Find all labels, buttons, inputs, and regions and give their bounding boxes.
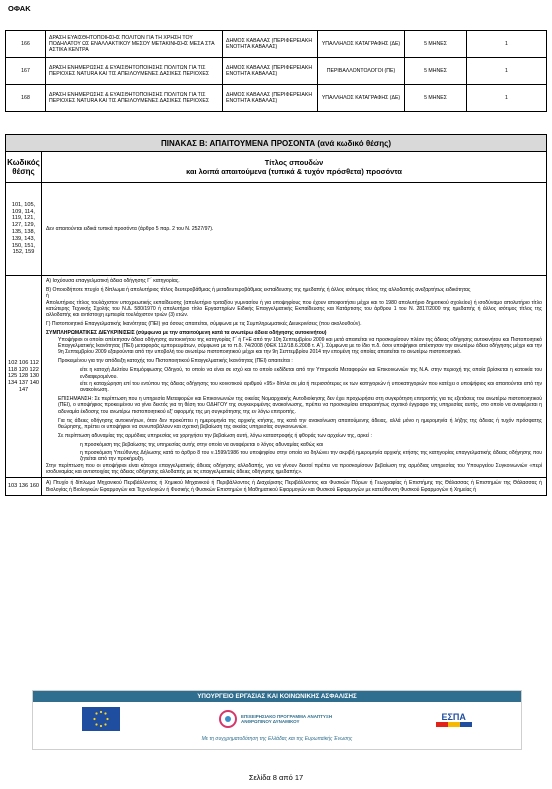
table-row — [6, 58, 547, 85]
row-duration: 5 ΜΗΝΕΣ — [405, 85, 467, 112]
table-row — [6, 276, 547, 478]
requirements-table — [5, 134, 547, 496]
supplementary-s1: Υποψήφιοι οι οποίοι απέκτησαν άδεια οδήγησης αυτοκινήτου της κατηγορίας Γ΄ ή Γ+Ε από την 10η Σεπτεμβρίου 2009 και μετά απαιτείται να προσκομίσουν πλέον της άδειας οδήγησης αυτοκινήτου και Πιστοποιητικό Επαγγελματικής Ικανότητας (ΠΕΙ) μεταφοράς εμπορευμάτων, σύμφωνα με το π.δ. 74/2008 (ΦΕΚ 112/18.6.2008 τ. Α΄). Σύμφωνα με το ίδιο π.δ. όσοι υποψήφιοι απέκτησαν την ανωτέρω άδεια οδήγησης μέχρι και την 9η Σεπτεμβρίου 2009 εξαιρούνται από την υποβολή του ανωτέρω πιστοποιητικού μέχρι και την 9η Σεπτεμβρίου 2014 την επομένη της οποίας απαιτείται το ανωτέρω πιστοποιητικό. — [58, 336, 542, 356]
table-row — [6, 31, 547, 58]
row-spec: ΥΠΑΛΛΗΛΟΣ ΚΑΤΑΓΡΑΦΗΣ (ΔΕ) — [318, 85, 405, 112]
header-line-1: Τίτλος σπουδών — [264, 158, 324, 167]
requirement-b2: Απολυτήριος τίτλος τουλάχιστον υποχρεωτικής εκπαίδευσης (απολυτήριο τριταξίου γυμνασίου ή για υποψηφίους που έχουν αποφοιτήσει μέχρι και το 1980 απολυτήριο δημοτικού σχολείου) ή ισοδύναμο απολυτήριο τίτλο κατώτερης Τεχνικής Σχολής του Ν.Δ. 580/1970 ή απολυτήριο τίτλο Εργαστηρίων Ειδικής Επαγγελματικής Εκπαίδευσης και Κατάρτισης του άρθρου 1 του Ν. 2817/2000 της ημεδαπής ή άλλος ισότιμος τίτλος της αλλοδαπής και αντίστοιχη εμπειρία τουλάχιστον τριών (3) ετών. — [46, 299, 542, 319]
row-count: 1 — [467, 31, 547, 58]
row-codes: 102 106 112 118 120 122 125 128 130 134 137 140 147 — [6, 276, 42, 478]
column-header-code: Κωδικός θέσης — [6, 152, 42, 183]
supplementary-s8: η προσκόμιση της βεβαίωσης της υπηρεσίας αυτής στην οποία να αναφέρεται ο λόγος αδυναμίας καθώς και — [80, 442, 324, 449]
row-count: 1 — [467, 85, 547, 112]
table-row — [6, 85, 547, 112]
row-body: ΔΗΜΟΣ ΚΑΒΑΛΑΣ (ΠΕΡΙΦΕΡΕΙΑΚΗ ΕΝΟΤΗΤΑ ΚΑΒΑΛΑΣ) — [223, 58, 318, 85]
espa-logo — [436, 712, 472, 727]
row-spec: ΥΠΑΛΛΗΛΟΣ ΚΑΤΑΓΡΑΦΗΣ (ΔΕ) — [318, 31, 405, 58]
supplementary-s5: ΕΠΙΣΗΜΑΝΣΗ: Σε περίπτωση που η υπηρεσία Μεταφορών και Επικοινωνιών της οικείας Νομαρχιακής Αυτοδιοίκησης δεν έχει προχωρήσει στη συγκρότηση επιτροπής για τις εξετάσεις του ανωτέρω πιστοποιητικού (ΠΕΙ), ο υποψήφιος προκειμένου να γίνει δεκτός για τη θέση του ΟΔΗΓΟΥ της συγκεκριμένης ανακοίνωσης, πρέπει να προσκομίσει απαραιτήτως σχετικό έγγραφο της υπηρεσίας αυτής, στο οποίο να αναφέρεται η αδυναμία έκδοσης του ανωτέρω πιστοποιητικού εξ' αφορμής της μη συγκρότησης της εν λόγω επιτροπής. — [58, 396, 542, 415]
program-label: ΕΠΙΧΕΙΡΗΣΙΑΚΟ ΠΡΟΓΡΑΜΜΑ ΑΝΑΠΤΥΞΗ ΑΝΘΡΩΠΙΝΟΥ ΔΥΝΑΜΙΚΟΥ — [240, 714, 333, 724]
supplementary-title: ΣΥΜΠΛΗΡΩΜΑΤΙΚΕΣ ΔΙΕΥΚΡΙΝΙΣΕΙΣ (σύμφωνα με την απαιτούμενη κατά τα ανωτέρω άδεια οδήγησης αυτοκινήτου) — [46, 330, 327, 337]
row-text: Δεν απαιτούνται ειδικά τυπικά προσόντα (άρθρο 5 παρ. 2 του Ν. 2527/97). — [42, 183, 547, 276]
row-codes: 101, 105, 109, 114, 119, 121, 127, 129, 135, 138, 139, 143, 150, 151, 152, 159 — [6, 183, 42, 276]
row-body: ΔΗΜΟΣ ΚΑΒΑΛΑΣ (ΠΕΡΙΦΕΡΕΙΑΚΗ ΕΝΟΤΗΤΑ ΚΑΒΑΛΑΣ) — [223, 31, 318, 58]
page-number: Σελίδα 8 από 17 — [248, 773, 304, 782]
supplementary-s4: είτε η καταχώρηση επί του εντύπου της άδειας οδήγησης του κοινοτικού αριθμού «95» δίπλα σε μία ή περισσότερες εκ των κατηγοριών ή υποκατηγοριών που κατέχει ο υποψήφιος και απαιτούνται από την ανακοίνωση. — [80, 380, 542, 394]
program-icon — [219, 710, 237, 728]
requirement-a: Α) Ισχύουσα επαγγελματική άδεια οδήγησης Γ΄ κατηγορίας. — [46, 278, 180, 284]
requirement-b1: Β) Οποιοδήποτε πτυχίο ή δίπλωμα ή απολυτήριος τίτλος δευτεροβάθμιας ή μεταδευτεροβάθμιας εκπαίδευσης της ημεδαπής ή άλλος ισότιμος τίτλος της αλλοδαπής ανεξαρτήτως ειδικότητας — [46, 287, 471, 294]
header-line-2: και λοιπά απαιτούμενα (τυπικά & τυχόν πρόσθετα) προσόντα — [186, 167, 402, 176]
funding-logos-banner — [32, 690, 522, 750]
supplementary-s7: Σε περίπτωση αδυναμίας της αρμόδιας υπηρεσίας να χορηγήσει την βεβαίωση αυτή, λόγω καταστροφής ή φθοράς των αρχείων της, αρκεί : — [58, 433, 372, 440]
row-code: 168 — [6, 85, 46, 112]
funding-caption: Με τη συγχρηματοδότηση της Ελλάδας και της Ευρωπαϊκής Ένωσης — [201, 736, 353, 742]
row-duration: 5 ΜΗΝΕΣ — [405, 58, 467, 85]
row-count: 1 — [467, 58, 547, 85]
header-org: ΟΦΑΚ — [8, 4, 31, 13]
row-spec: ΠΕΡΙΒΑΛΛΟΝΤΟΛΟΓΟΙ (ΠΕ) — [318, 58, 405, 85]
table-title: ΠΙΝΑΚΑΣ Β: ΑΠΑΙΤΟΥΜΕΝΑ ΠΡΟΣΟΝΤΑ (ανά κωδικό θέσης) — [6, 135, 547, 152]
row-duration: 5 ΜΗΝΕΣ — [405, 31, 467, 58]
program-logo — [219, 710, 337, 728]
row-text: Α) Πτυχίο ή δίπλωμα Μηχανικού Περιβάλλοντος ή Χημικού Μηχανικού ή Περιβάλλοντος ή Διαχείρισης Περιβάλλοντος και Φυσικών Πόρων ή Γεωγραφίας ή Επιστήμης της Θάλασσας ή Επιστημών της Θάλασσας ή Βιολογίας ή Βιολογικών Εφαρμογών και Τεχνολογιών ή Φυσικής ή Φυσικών Επιστημών ή Μαθηματικού Εφαρμογών και Φυσικού Εφαρμογών με κατεύθυνση Φυσικού Εφαρμογών ή Χημείας ή — [42, 478, 547, 495]
supplementary-s3: είτε η κατοχή Δελτίου Επιμόρφωσης Οδηγού, το οποίο να είναι σε ισχύ και το οποίο εκδίδεται από την Υπηρεσία Μεταφορών και Επικοινωνιών της Ν.Α. στην περιοχή της οποία βρίσκεται η κατοικία του ενδιαφερομένου. — [80, 367, 542, 380]
column-header-qualifications — [42, 152, 547, 183]
row-code: 166 — [6, 31, 46, 58]
positions-table — [5, 30, 547, 112]
row-title: ΔΡΑΣΗ ΕΝΗΜΕΡΩΣΗΣ & ΕΥΑΙΣΘΗΤΟΠΟΙΗΣΗΣ ΠΟΛΙΤΩΝ ΓΙΑ ΤΙΣ ΠΕΡΙΟΧΕΣ NATURA ΚΑΙ ΤΙΣ ΑΠΕΙΛΟΥΜΕΝΕΣ ΔΑΣΙΚΕΣ ΠΕΡΙΟΧΕΣ — [46, 85, 223, 112]
requirement-c: Γ) Πιστοποιητικό Επαγγελματικής Ικανότητας (ΠΕΙ) για όσους απαιτείται, σύμφωνα με τις Συμπληρωματικές Διευκρινίσεις (που ακολουθούν). — [46, 321, 362, 328]
requirement-or: ή — [46, 293, 49, 300]
row-codes: 103 136 160 — [6, 478, 42, 495]
eu-flag-icon — [82, 707, 120, 731]
supplementary-s9: η προσκόμιση Υπεύθυνης Δήλωσης κατά το άρθρο 8 του ν.1599/1986 του υποψηφίου στην οποία να δηλώνει την ακριβή ημερομηνία αρχικής κτήσης της κατηγορίας επαγγελματικής άδειας οδήγησης που ζητείται από την προκήρυξη. — [80, 449, 542, 462]
supplementary-s10: Στην περίπτωση που οι υποψήφιοι είναι κάτοχοι επαγγελματικής άδειας οδήγησης αλλοδαπής, για να γίνουν δεκτοί πρέπει να προσκομίσουν βεβαίωση της αρμόδιας υπηρεσίας του Υπουργείου Συγκοινωνιών «περί ισοδυναμίας και αντιστοιχίας της άδειας οδήγησης αλλοδαπής με τις επαγγελματικές άδειες οδήγησης ημεδαπής». — [46, 463, 542, 476]
table-row — [6, 183, 547, 276]
row-title: ΔΡΑΣΗ ΕΥΑΙΣΘΗΤΟΠΟΙΗΣΗΣ ΠΟΛΙΤΩΝ ΓΙΑ ΤΗ ΧΡΗΣΗ ΤΟΥ ΠΟΔΗΛΑΤΟΥ ΩΣ ΕΝΑΛΛΑΚΤΙΚΟΥ ΜΕΣΟΥ ΜΕΤΑΚΙΝΗΣΗΣ ΜΕΣΑ ΣΤΑ ΑΣΤΙΚΑ ΚΕΝΤΡΑ — [46, 31, 223, 58]
espa-stripe-icon — [436, 722, 472, 727]
espa-label: ΕΣΠΑ — [441, 711, 466, 722]
row-title: ΔΡΑΣΗ ΕΝΗΜΕΡΩΣΗΣ & ΕΥΑΙΣΘΗΤΟΠΟΙΗΣΗΣ ΠΟΛΙΤΩΝ ΓΙΑ ΤΙΣ ΠΕΡΙΟΧΕΣ NATURA ΚΑΙ ΤΙΣ ΑΠΕΙΛΟΥΜΕΝΕΣ ΔΑΣΙΚΕΣ ΠΕΡΙΟΧΕΣ — [46, 58, 223, 85]
table-row — [6, 478, 547, 495]
row-body: ΔΗΜΟΣ ΚΑΒΑΛΑΣ (ΠΕΡΙΦΕΡΕΙΑΚΗ ΕΝΟΤΗΤΑ ΚΑΒΑΛΑΣ) — [223, 85, 318, 112]
row-code: 167 — [6, 58, 46, 85]
supplementary-s2: Προκειμένου για την απόδειξη κατοχής του Πιστοποιητικού Επαγγελματικής Ικανότητας (ΠΕΙ) απαιτείται : — [58, 358, 293, 365]
row-text — [42, 276, 547, 478]
supplementary-s6: Για τις άδειες οδήγησης αυτοκινήτων, όταν δεν προκύπτει η ημερομηνία της αρχικής κτήσης, της κατά την ανακοίνωση απαιτούμενης άδειας, αλλά μόνο η ημερομηνία ή λήξης της άδειας ή τυχόν πρόσφατης θεώρησης, πρέπει οι υποψήφιοι να συνυποβάλουν και σχετική βεβαίωση της οικείας υπηρεσίας συγκοινωνιών. — [58, 417, 542, 431]
ministry-label: ΥΠΟΥΡΓΕΙΟ ΕΡΓΑΣΙΑΣ ΚΑΙ ΚΟΙΝΩΝΙΚΗΣ ΑΣΦΑΛΙΣΗΣ — [33, 691, 521, 702]
